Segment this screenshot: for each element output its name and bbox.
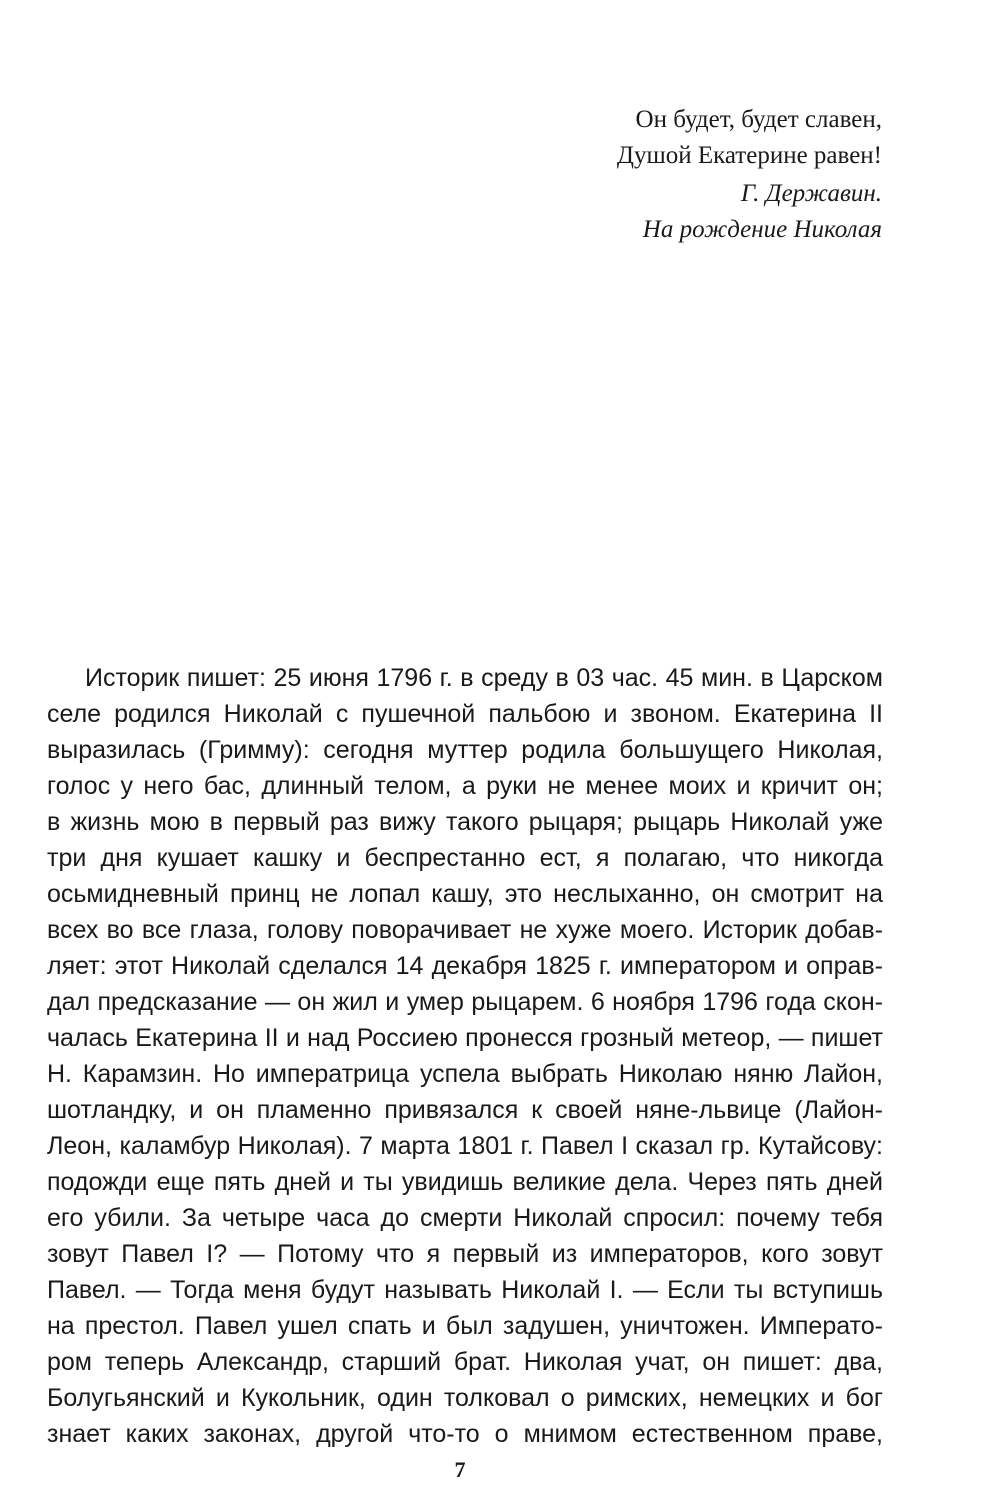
text-line: Н. Карамзин. Но императрица успела выбрать Николаю няню Лайон, bbox=[47, 1060, 883, 1088]
text-line: Павел. — Тогда меня будут называть Николай I. — Если ты вступишь bbox=[47, 1276, 883, 1304]
text-line: выразилась (Гримму): сегодня муттер родила большущего Николая, bbox=[47, 736, 883, 764]
text-line: всех во все глаза, голову поворачивает не хуже моего. Историк добав- bbox=[47, 916, 883, 944]
text-line: на престол. Павел ушел спать и был задушен, уничтожен. Императо- bbox=[47, 1312, 883, 1340]
text-line: чалась Екатерина II и над Россиею пронесся грозный метеор, — пишет bbox=[47, 1024, 883, 1052]
text-line: три дня кушает кашку и беспрестанно ест, я полагаю, что никогда bbox=[47, 844, 883, 872]
text-line: ляет: этот Николай сделался 14 декабря 1825 г. императором и оправ- bbox=[47, 952, 883, 980]
body-text bbox=[47, 660, 883, 1452]
text-line: голос у него бас, длинный телом, а руки не менее моих и кричит он; bbox=[47, 772, 883, 800]
text-line: Историк пишет: 25 июня 1796 г. в среду в 03 час. 45 мин. в Царском bbox=[85, 664, 883, 692]
text-line: Леон, каламбур Николая). 7 марта 1801 г. Павел I сказал гр. Кутайсову: bbox=[47, 1132, 883, 1160]
page-number: 7 bbox=[454, 1457, 466, 1482]
text-line: подожди еще пять дней и ты увидишь великие дела. Через пять дней bbox=[47, 1168, 883, 1196]
text-line: ром теперь Александр, старший брат. Николая учат, он пишет: два, bbox=[47, 1348, 883, 1376]
text-line: Болугьянский и Кукольник, один толковал о римских, немецких и бог bbox=[47, 1384, 883, 1412]
epigraph-line: Он будет, будет славен, bbox=[635, 106, 882, 133]
text-line: в жизнь мою в первый раз вижу такого рыцаря; рыцарь Николай уже bbox=[47, 808, 883, 836]
text-line: селе родился Николай с пушечной пальбою и звоном. Екатерина II bbox=[47, 700, 883, 728]
text-line: знает каких законах, другой что-то о мнимом естественном праве, bbox=[47, 1420, 883, 1448]
text-line: шотландку, и он пламенно привязался к своей няне-львице (Лайон- bbox=[47, 1096, 883, 1124]
epigraph-author: Г. Державин. bbox=[740, 180, 882, 207]
epigraph-source: На рождение Николая bbox=[642, 216, 882, 243]
epigraph-line: Душой Екатерине равен! bbox=[616, 142, 882, 169]
text-line: его убили. За четыре часа до смерти Николай спросил: почему тебя bbox=[47, 1204, 883, 1232]
epigraph bbox=[617, 102, 882, 248]
text-line: дал предсказание — он жил и умер рыцарем. 6 ноября 1796 года скон- bbox=[47, 988, 883, 1016]
text-line: зовут Павел I? — Потому что я первый из императоров, кого зовут bbox=[47, 1240, 883, 1268]
text-line: осьмидневный принц не лопал кашу, это неслыханно, он смотрит на bbox=[47, 880, 883, 908]
